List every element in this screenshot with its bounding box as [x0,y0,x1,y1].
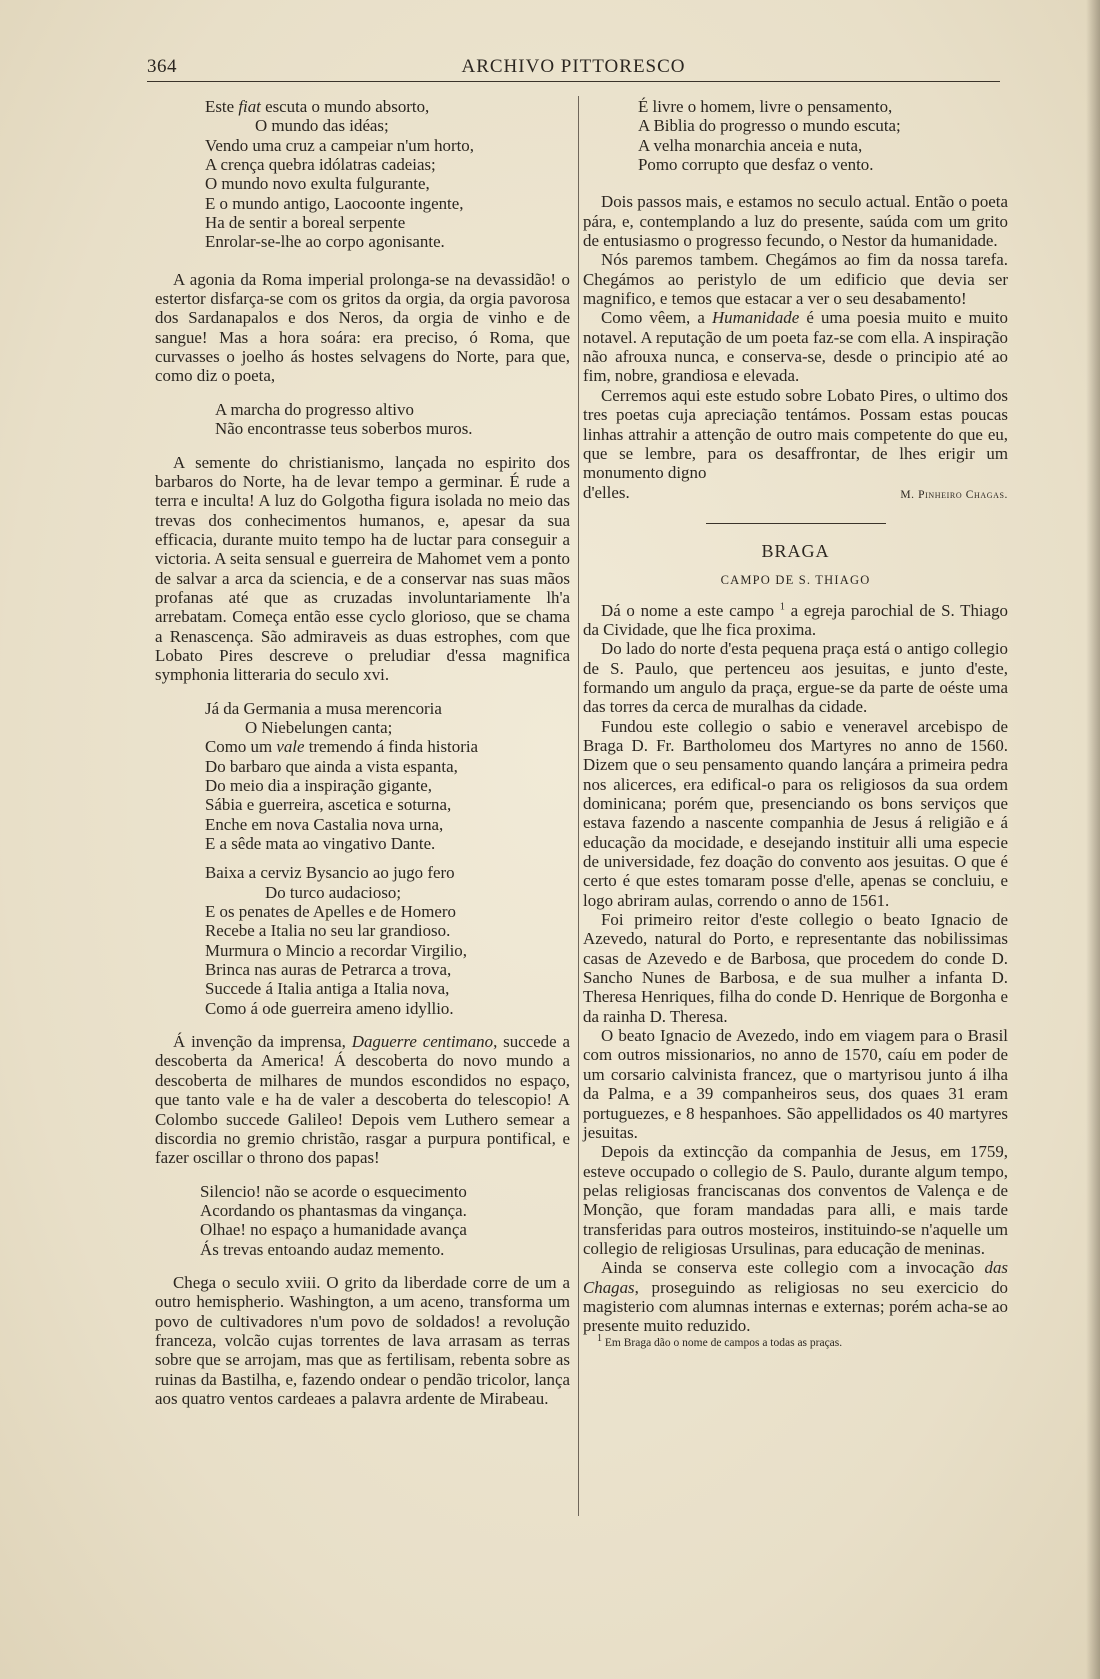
verse-line: Baixa a cerviz Bysancio ao jugo fero [205,863,455,883]
verse-line: A Biblia do progresso o mundo escuta; [638,116,901,136]
running-title: ARCHIVO PITTORESCO [461,56,686,77]
paragraph: Fundou este collegio o sabio e veneravel arcebispo de Braga D. Fr. Bartholomeu dos Martyres no anno de 1560. Dizem que o seu pensamento quando lançára a primeira pedra nos alicerces, era edifical-o para os religiosos da sua ordem dominicana; porém que, presenciando os bons serviços que estava fazendo a nascente companhia de Jesus á religião e á educação da mocidade, e desejando instituir alli uma especie de universidade, fez doação do convento aos jesuitas. O que é certo é que estes tomaram posse d'elle, apenas se concluiu, e logo abriram aulas, correndo o anno de 1561. [583,716,1008,910]
verse-line: Como um vale tremendo á finda historia [205,737,479,757]
footnote: $^1$ Em Braga dão o nome de campos a todas as praças. [597,1332,843,1349]
verse-line: E os penates de Apelles e de Homero [205,902,456,922]
verse-line: Murmura o Mincio a recordar Virgilio, [205,940,467,960]
right-column [583,97,1008,1350]
paragraph: Chega o seculo xviii. O grito da liberdade corre de um a outro hemispherio. Washington, a um aceno, transforma um povo de cultivadores n'um povo de soldados! a revolução franceza, volcão cujas torrentes de lava arrasam as terras sobre que se arrojam, mas que as fertilisam, rebenta sobre as ruinas da Bastilha, e, fazendo ondear o pendão tricolor, lança aos quatro ventos cardeaes a palavra ardente de Mirabeau. [155,1272,570,1408]
verse-line: Do barbaro que ainda a vista espanta, [205,756,458,776]
left-column [155,97,570,1408]
author-signature: M. Pinheiro Chagas. [900,488,1008,501]
paragraph: A semente do christianismo, lançada no espirito dos barbaros do Norte, ha de levar tempo a germinar. É rude a terra e inculta! A luz do Golgotha figura isolada no meio das trevas dos conhecimentos humanos, e, apesar da sua efficacia, durante muito tempo ha de luctar para conseguir a victoria. A seita sensual e guerreira de Mahomet vem a ponto de salvar a arca da sciencia, e de a conservar nas suas mãos profanas até que as cruzadas involuntariamente lh'a arrebatam. Começa então esse cyclo glorioso, que se chama a Renascença. São admiraveis as duas estrophes, com que Lobato Pires descreve o preludiar d'essa magnifica symphonia litteraria do seculo xvi. [155,452,570,685]
verse-line: A crença quebra idólatras cadeias; [205,155,436,175]
paragraph: Nós paremos tambem. Chegámos ao fim da nossa tarefa. Chegámos ao peristylo de um edificio que devia ser magnifico, e temos que estacar a ver o seu desabamento! [583,250,1008,309]
verse-stanza [155,97,570,252]
verse-line: Silencio! não se acorde o esquecimento [200,1181,467,1201]
section-subtitle: CAMPO DE S. THIAGO [720,573,871,588]
paragraph: Dois passos mais, e estamos no seculo actual. Então o poeta pára, e, contemplando a luz do presente, saúda com um grito de entusiasmo o progresso fecundo, o Nestor da humanidade. [583,192,1008,251]
verse-line: Não encontrasse teus soberbos muros. [215,419,473,439]
verse-line: Vendo uma cruz a campeiar n'um horto, [205,135,474,155]
page-header [147,56,1000,82]
verse-line: Do meio dia a inspiração gigante, [205,776,433,795]
verse-line: Sábia e guerreira, ascetica e soturna, [205,795,452,815]
paragraph: Depois da extincção da companhia de Jesus, em 1759, esteve occupado o collegio de S. Paulo, durante algum tempo, pelas religiosas franciscanas dos conventos de Valença e de Monção, que foram mandadas para alli, e mais tarde transferidas para outros mosteiros, instituindo-se n'aquelle um collegio de religiosas Ursulinas, para educação de meninas. [583,1142,1008,1258]
paragraph-end: d'elles. [583,482,630,502]
verse-stanza [155,863,570,1018]
verse-line: Já da Germania a musa merencoria [205,698,442,718]
paragraph: Foi primeiro reitor d'este collegio o beato Ignacio de Azevedo, natural do Porto, e representante das nobilissimas casas de Azevedo e de Barbosa, que procedem do conde D. Sancho Nunes de Barbosa, e de sua mulher a infanta D. Theresa Henriques, filha do conde D. Henrique de Borgonha e da rainha D. Theresa. [583,910,1008,1026]
verse-stanza [583,97,1008,174]
page-edge-shadow [1086,0,1100,1679]
verse-line: A velha monarchia anceia e nuta, [638,135,863,155]
column-rule [578,96,579,1516]
verse-line: Recebe a Italia no seu lar grandioso. [205,921,451,941]
verse-line: O Niebelungen canta; [245,717,393,737]
header-rule [147,81,1000,82]
verse-stanza [155,1182,570,1259]
verse-line: Ha de sentir a boreal serpente [205,213,406,233]
verse-stanza [155,699,570,854]
page-number: 364 [147,56,177,77]
verse-line: É livre o homem, livre o pensamento, [638,97,893,116]
verse-line: Pomo corrupto que desfaz o vento. [638,155,874,175]
verse-line: E o mundo antigo, Laocoonte ingente, [205,193,464,213]
paragraph: Cerremos aqui este estudo sobre Lobato Pires, o ultimo dos tres poetas cuja apreciação tentámos. Possam estas poucas linhas attrahir a attenção de outro mais competente do que eu, que se lembre, para os desaffrontar, de lhes erigir um monumento digno [583,385,1008,483]
verse-line: Do turco audacioso; [265,882,402,902]
verse-line: O mundo das idéas; [255,116,389,136]
verse-line: Olhae! no espaço a humanidade avança [200,1220,467,1240]
verse-line: Brinca nas auras de Petrarca a trova, [205,960,452,980]
verse-line: Succede á Italia antiga a Italia nova, [205,979,450,999]
verse-line: A marcha do progresso altivo [215,399,414,419]
section-title: BRAGA [761,540,830,561]
verse-line: Este fiat escuta o mundo absorto, [205,97,430,116]
paragraph: O beato Ignacio de Avezedo, indo em viagem para o Brasil com outros missionarios, no anno de 1570, caíu em poder de um corsario calvinista francez, que o martyrisou junto á ilha da Palma, e a 39 companheiros seus, dos quaes 31 eram portuguezes, e 8 hespanhoes. São appellidados os 40 martyres jesuitas. [583,1026,1008,1142]
footnote-number: 1 [597,1332,602,1344]
paragraph: Ainda se conserva este collegio com a invocação das Chagas, proseguindo as religiosas no seu exercicio do magisterio com alumnas internas e externas; porém acha-se ao presente muito reduzido. [583,1258,1008,1336]
paragraph: Dá o nome a este campo $^1$ a egreja parochial de S. Thiago da Cividade, que lhe fica proxima. [583,600,1008,639]
paragraph: Como vêem, a Humanidade é uma poesia muito e muito notavel. A reputação de um poeta faz-se com ella. A inspiração não afrouxa nunca, e conserva-se, desde o principio até ao fim, nobre, grandiosa e elevada. [583,308,1008,386]
verse-line: Enche em nova Castalia nova urna, [205,814,444,834]
verse-stanza [155,400,570,439]
paragraph: Á invenção da imprensa, Daguerre centimano, succede a descoberta da America! Á descoberta do novo mundo a descoberta de milhares de mundos escondidos no espaço, que tanto vale e ha de valer a descoberta do telescopio! A Colombo succede Galileo! Depois vem Luthero semear a discordia no gremio christão, rasgar a purpura pontifical, e fazer oscillar o throno dos papas! [155,1032,570,1168]
verse-line: Acordando os phantasmas da vingança. [200,1200,467,1220]
verse-line: Ás trevas entoando audaz memento. [200,1239,445,1259]
paragraph: Do lado do norte d'esta pequena praça está o antigo collegio de S. Paulo, que pertenceu aos jesuitas, e junto d'este, formando um angulo da praça, ergue-se da parte de oéste uma das torres da cerca de muralhas da cidade. [583,639,1008,717]
verse-line: Como á ode guerreira ameno idyllio. [205,998,454,1018]
paragraph: A agonia da Roma imperial prolonga-se na devassidão! o estertor disfarça-se com os gritos da orgia, da orgia pavorosa dos Sardanapalos e dos Neros, da orgia de vinho e de sangue! Mas a hora soára: era preciso, ó Roma, que curvasses o joelho ás hostes selvagens do Norte, para que, como diz o poeta, [155,269,570,386]
footnote-marker: 1 [779,600,785,612]
signature-line [583,483,1008,505]
verse-line: Enrolar-se-lhe ao corpo agonisante. [205,232,445,252]
verse-line: E a sêde mata ao vingativo Dante. [205,834,436,854]
verse-line: O mundo novo exulta fulgurante, [205,174,430,194]
